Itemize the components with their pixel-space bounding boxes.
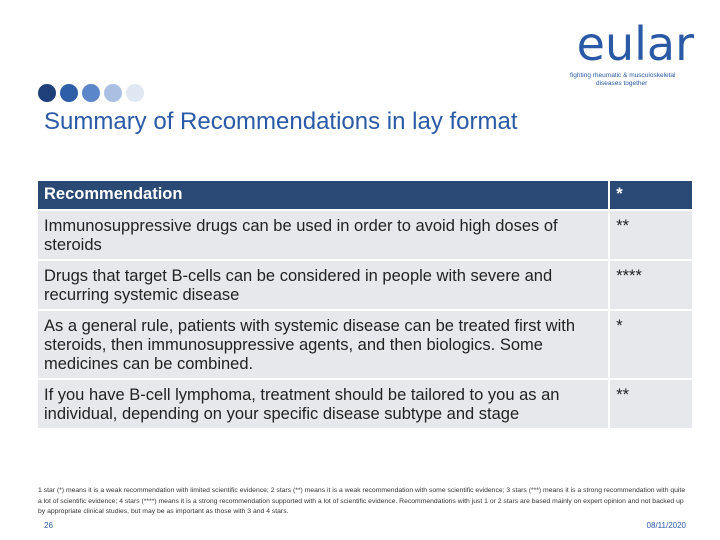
- logo-wordmark: eular: [576, 17, 694, 71]
- header-stars: *: [610, 181, 692, 209]
- table-row: [38, 311, 692, 378]
- recommendation-text: Immunosuppressive drugs can be used in order to avoid high doses of steroids: [38, 211, 610, 259]
- dot-3: [82, 84, 100, 102]
- eular-logo: [564, 17, 694, 88]
- recommendation-text: As a general rule, patients with systemic disease can be treated first with steroids, then immunosuppressive agents, and then biologics. Some medicines can be combined.: [38, 311, 610, 378]
- header-recommendation: Recommendation: [38, 181, 610, 209]
- table-row: [38, 211, 692, 259]
- table-header-row: [38, 181, 692, 209]
- table-row: [38, 380, 692, 428]
- recommendation-stars: **: [610, 380, 692, 428]
- table-row: [38, 261, 692, 309]
- dot-1: [38, 84, 56, 102]
- dot-2: [60, 84, 78, 102]
- page-number: 26: [44, 521, 53, 530]
- slide-title: Summary of Recommendations in lay format: [44, 108, 518, 135]
- recommendation-text: If you have B-cell lymphoma, treatment should be tailored to you as an individual, depending on your specific disease subtype and stage: [38, 380, 610, 428]
- recommendation-stars: **: [610, 211, 692, 259]
- slide-date: 08/11/2020: [646, 521, 686, 530]
- logo-tagline-line2: diseases together: [596, 80, 648, 87]
- recommendation-text: Drugs that target B-cells can be considered in people with severe and recurring systemic disease: [38, 261, 610, 309]
- decorative-dots: [38, 84, 144, 102]
- dot-5: [126, 84, 144, 102]
- recommendation-stars: *: [610, 311, 692, 378]
- recommendations-table: [38, 179, 692, 430]
- dot-4: [104, 84, 122, 102]
- logo-tagline-line1: fighting rheumatic & musculoskeletal: [570, 72, 676, 79]
- recommendation-stars: ****: [610, 261, 692, 309]
- logo-tagline: [564, 72, 694, 88]
- star-rating-footnote: 1 star (*) means it is a weak recommendation with limited scientific evidence; 2 stars (**) means it is a weak recommendation with some scientific evidence; 3 stars (***) means it is a strong recommendation with quite a lot of scientific evidence; 4 stars (****) means it is a strong recommendation supported with a lot of scientific evidence. Recommendations with just 1 or 2 stars are based mainly on expert opinion and not backed up by appropriate clinical studies, but may be as important as those with 3 and 4 stars.: [38, 487, 686, 515]
